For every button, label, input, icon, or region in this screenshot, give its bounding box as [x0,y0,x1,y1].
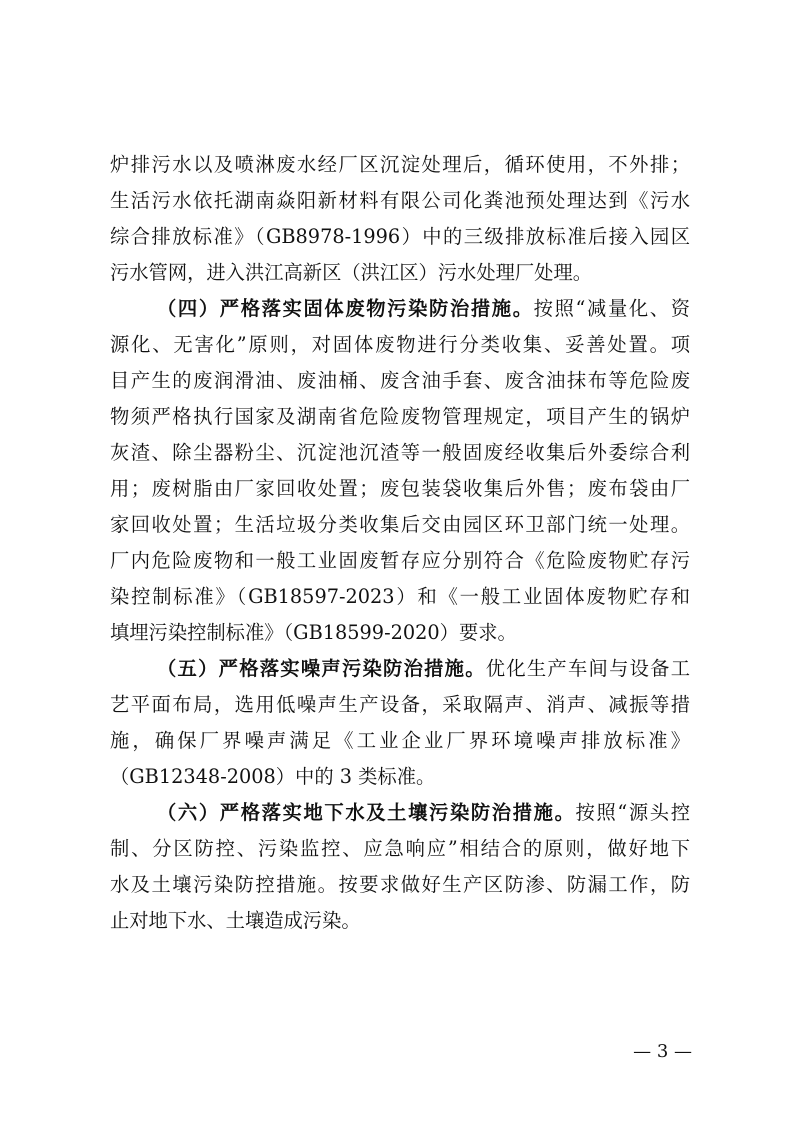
text-line: 厂内危险废物和一般工业固废暂存应分别符合《危险废物贮存污 [110,549,690,572]
section-6-heading: （六）严格落实地下水及土壤污染防治措施。 [157,801,576,824]
text-line: 目产生的废润滑油、废油桶、废含油手套、废含油抹布等危险废 [110,369,690,392]
text-line: 源化、无害化”原则，对固体废物进行分类收集、妥善处置。项 [110,333,690,356]
section-5-heading: （五）严格落实噪声污染防治措施。 [157,657,486,680]
section-4-lead-text: 按照“减量化、资 [533,297,691,320]
text-line: 填埋污染控制标准》（GB18599-2020）要求。 [110,621,517,644]
page-number: — 3 — [633,1041,692,1062]
section-6-lead-text: 按照“源头控 [575,801,691,824]
text-line: 水及土壤污染防控措施。按要求做好生产区防渗、防漏工作，防 [110,873,690,896]
text-line: 灰渣、除尘器粉尘、沉淀池沉渣等一般固废经收集后外委综合利 [110,441,690,464]
text-line: （GB12348-2008）中的 3 类标准。 [110,765,436,788]
section-4-heading: （四）严格落实固体废物污染防治措施。 [157,297,534,320]
text-line: 综合排放标准》（GB8978-1996）中的三级排放标准后接入园区 [110,225,690,248]
text-line: 艺平面布局，选用低噪声生产设备，采取隔声、消声、减振等措 [110,693,690,716]
section-5-first-line [157,659,690,678]
text-line: 生活污水依托湖南焱阳新材料有限公司化粪池预处理达到《污水 [110,189,690,212]
text-line: 家回收处置；生活垃圾分类收集后交由园区环卫部门统一处理。 [110,513,690,536]
text-line: 物须严格执行国家及湖南省危险废物管理规定，项目产生的锅炉 [110,405,690,428]
text-line: 炉排污水以及喷淋废水经厂区沉淀处理后，循环使用，不外排； [110,153,690,176]
text-line: 用；废树脂由厂家回收处置；废包装袋收集后外售；废布袋由厂 [110,477,690,500]
section-5-lead-text: 优化生产车间与设备工 [485,657,691,680]
text-line: 污水管网，进入洪江高新区（洪江区）污水处理厂处理。 [110,261,593,284]
section-4-first-line [157,299,690,318]
text-line: 施，确保厂界噪声满足《工业企业厂界环境噪声排放标准》 [110,729,690,752]
text-line: 止对地下水、土壤造成污染。 [110,909,361,932]
section-6-first-line [157,803,690,822]
text-line: 制、分区防控、污染监控、应急响应”相结合的原则，做好地下 [110,837,690,860]
text-line: 染控制标准》（GB18597-2023）和《一般工业固体废物贮存和 [110,585,690,608]
